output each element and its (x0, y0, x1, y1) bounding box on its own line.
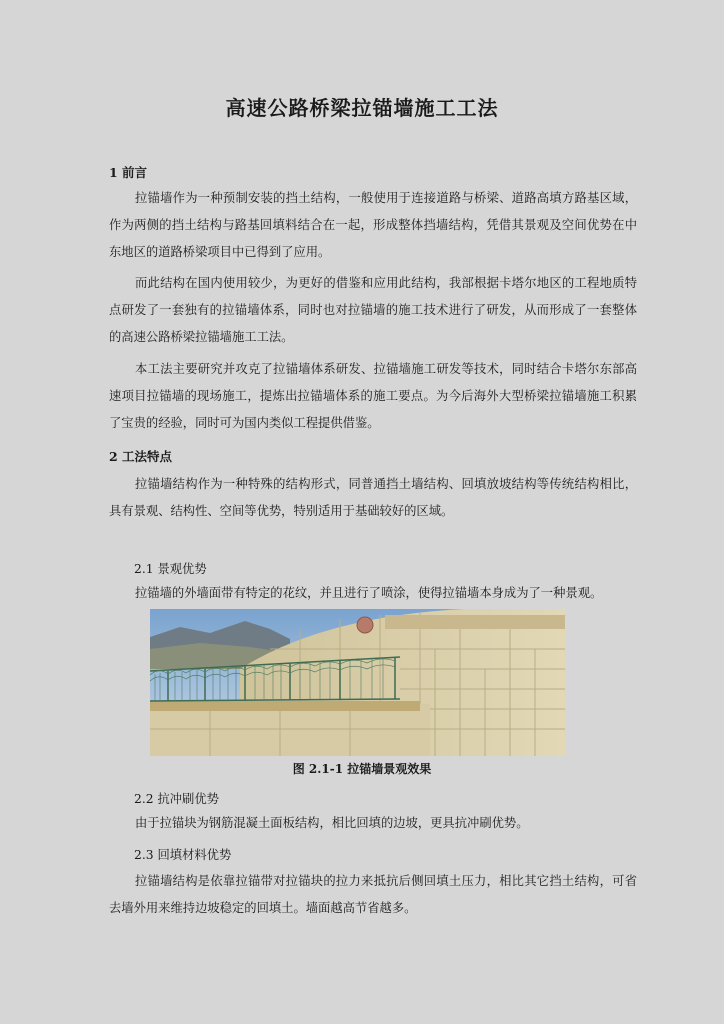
section-2-heading: 2 工法特点 (109, 449, 173, 464)
section-2-2-heading: 2.2 抗冲刷优势 (134, 792, 219, 806)
section-1-paragraph-2: 而此结构在国内使用较少，为更好的借鉴和应用此结构，我部根据卡塔尔地区的工程地质特点研发了一套独有的拉锚墙体系，同时也对拉锚墙的施工技术进行了研发，从而形成了一套整体的高速公路桥梁拉锚墙施工工法。 (109, 276, 637, 344)
section-2-3-heading: 2.3 回填材料优势 (134, 848, 232, 862)
section-1-heading: 1 前言 (109, 165, 148, 180)
section-1-paragraph-1: 拉锚墙作为一种预制安装的挡土结构，一般使用于连接道路与桥梁、道路高填方路基区域，作为两侧的挡土结构与路基回填料结合在一起，形成整体挡墙结构，凭借其景观及空间优势在中东地区的道路桥梁项目中已得到了应用。 (109, 191, 637, 259)
section-2-1-heading: 2.1 景观优势 (134, 562, 207, 576)
document-title: 高速公路桥梁拉锚墙施工工法 (225, 96, 499, 120)
figure-caption: 图 2.1-1 拉锚墙景观效果 (292, 762, 432, 776)
section-2-paragraph: 拉锚墙结构作为一种特殊的结构形式，同普通挡土墙结构、回填放坡结构等传统结构相比，具有景观、结构性、空间等优势，特别适用于基础较好的区域。 (109, 477, 637, 518)
section-2-2-paragraph: 由于拉锚块为钢筋混凝土面板结构，相比回填的边坡，更具抗冲刷优势。 (135, 816, 529, 830)
section-2-1-paragraph: 拉锚墙的外墙面带有特定的花纹，并且进行了喷涂，使得拉锚墙本身成为了一种景观。 (135, 586, 603, 600)
section-1-paragraph-3: 本工法主要研究并攻克了拉锚墙体系研发、拉锚墙施工研发等技术，同时结合卡塔尔东部高速项目拉锚墙的现场施工，提炼出拉锚墙体系的施工要点。为今后海外大型桥梁拉锚墙施工积累了宝贵的经验，同时可为国内类似工程提供借鉴。 (109, 362, 637, 430)
section-2-3-paragraph: 拉锚墙结构是依靠拉锚带对拉锚块的拉力来抵抗后侧回填土压力，相比其它挡土结构，可省去墙外用来维持边坡稳定的回填土。墙面越高节省越多。 (109, 874, 637, 915)
retaining-wall-photo (150, 609, 565, 756)
